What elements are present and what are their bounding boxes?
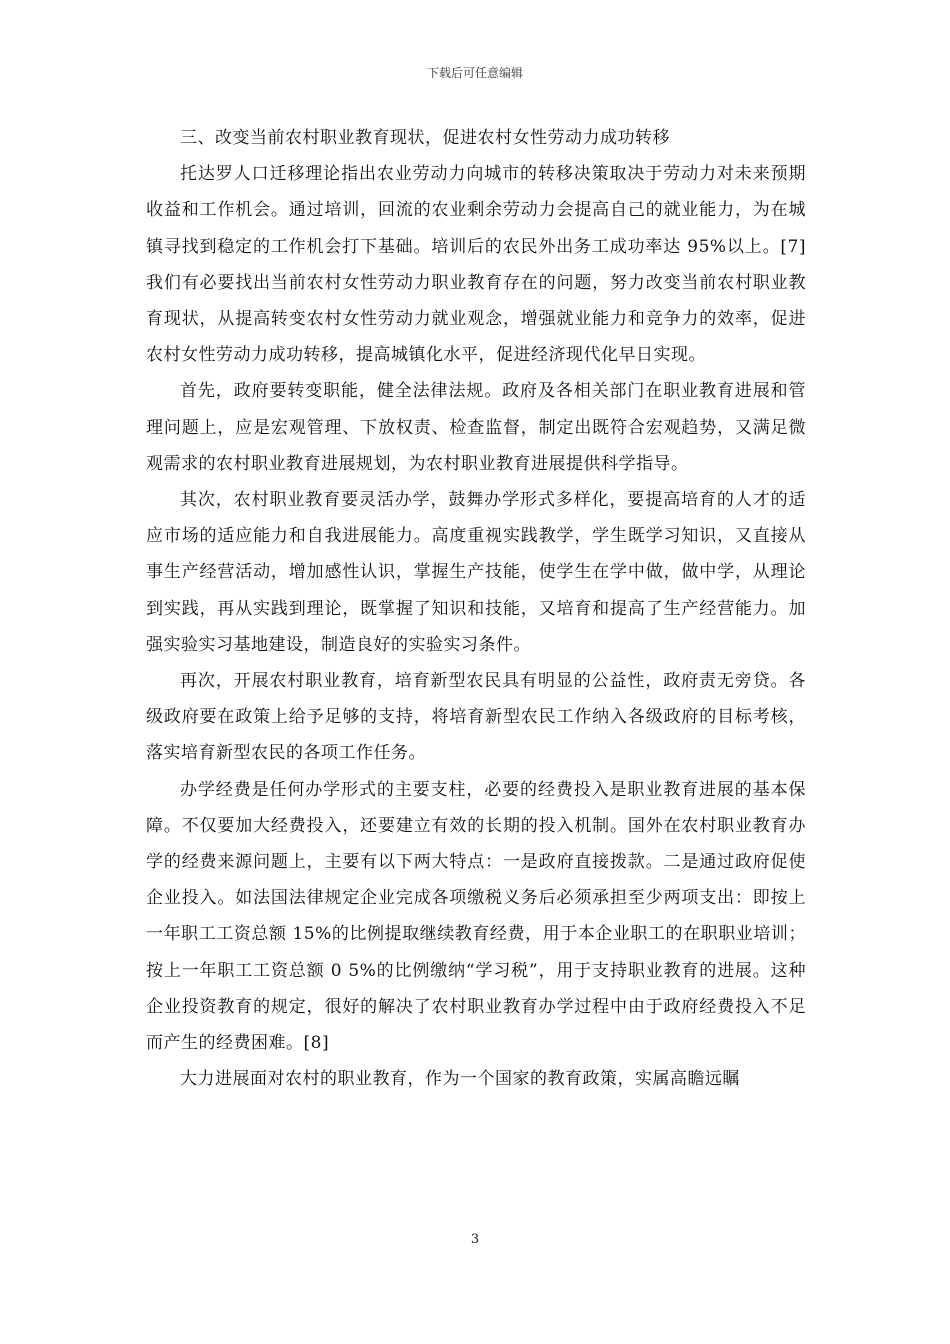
paragraph-funding: 办学经费是任何办学形式的主要支柱，必要的经费投入是职业教育进展的基本保障。不仅要加大经费投入，还要建立有效的长期的投入机制。国外在农村职业教育办学的经费来源问题上，主要有以下两大特点：一是政府直接拨款。二是通过政府促使企业投入。如法国法律规定企业完成各项缴税义务后必须承担至少两项支出：即按上一年职工工资总额 15%的比例提取继续教育经费，用于本企业职工的在职职业培训；按上一年职工工资总额 0 5%的比例缴纳“学习税”，用于支持职业教育的进展。这种企业投资教育的规定，很好的解决了农村职业教育办学过程中由于政府经费投入不足而产生的经费困难。[8] [146, 779, 806, 1054]
paragraph-conclusion-start: 大力进展面对农村的职业教育，作为一个国家的教育政策，实属高瞻远瞩 [180, 1069, 740, 1090]
document-body [146, 120, 806, 1097]
section-heading: 三、改变当前农村职业教育现状，促进农村女性劳动力成功转移 [180, 128, 670, 148]
paragraph-public-welfare: 再次，开展农村职业教育，培育新型农民具有明显的公益性，政府责无旁贷。各级政府要在政策上给予足够的支持，将培育新型农民工作纳入各级政府的目标考核，落实培育新型农民的各项工作任务。 [146, 671, 806, 764]
page-number: 3 [470, 1232, 480, 1247]
paragraph-migration-theory: 托达罗人口迁移理论指出农业劳动力向城市的转移决策取决于劳动力对未来预期收益和工作机会。通过培训，回流的农业剩余劳动力会提高自己的就业能力，为在城镇寻找到稳定的工作机会打下基础。培训后的农民外出务工成功率达 95%以上。[7]我们有必要找出当前农村女性劳动力职业教育存在的问题，努力改变当前农村职业教育现状，从提高转变农村女性劳动力就业观念，增强就业能力和竞争力的效率，促进农村女性劳动力成功转移，提高城镇化水平，促进经济现代化早日实现。 [146, 164, 806, 366]
paragraph-government-role: 首先，政府要转变职能，健全法律法规。政府及各相关部门在职业教育进展和管理问题上，应是宏观管理、下放权责、检查监督，制定出既符合宏观趋势，又满足微观需求的农村职业教育进展规划，为农村职业教育进展提供科学指导。 [146, 381, 806, 474]
page-header: 下载后可任意编辑 [426, 66, 523, 80]
paragraph-flexible-schooling: 其次，农村职业教育要灵活办学，鼓舞办学形式多样化，要提高培育的人才的适应市场的适应能力和自我进展能力。高度重视实践教学，学生既学习知识，又直接从事生产经营活动，增加感性认识，掌握生产技能，使学生在学中做，做中学，从理论到实践，再从实践到理论，既掌握了知识和技能，又培育和提高了生产经营能力。加强实验实习基地建设，制造良好的实验实习条件。 [146, 490, 806, 655]
